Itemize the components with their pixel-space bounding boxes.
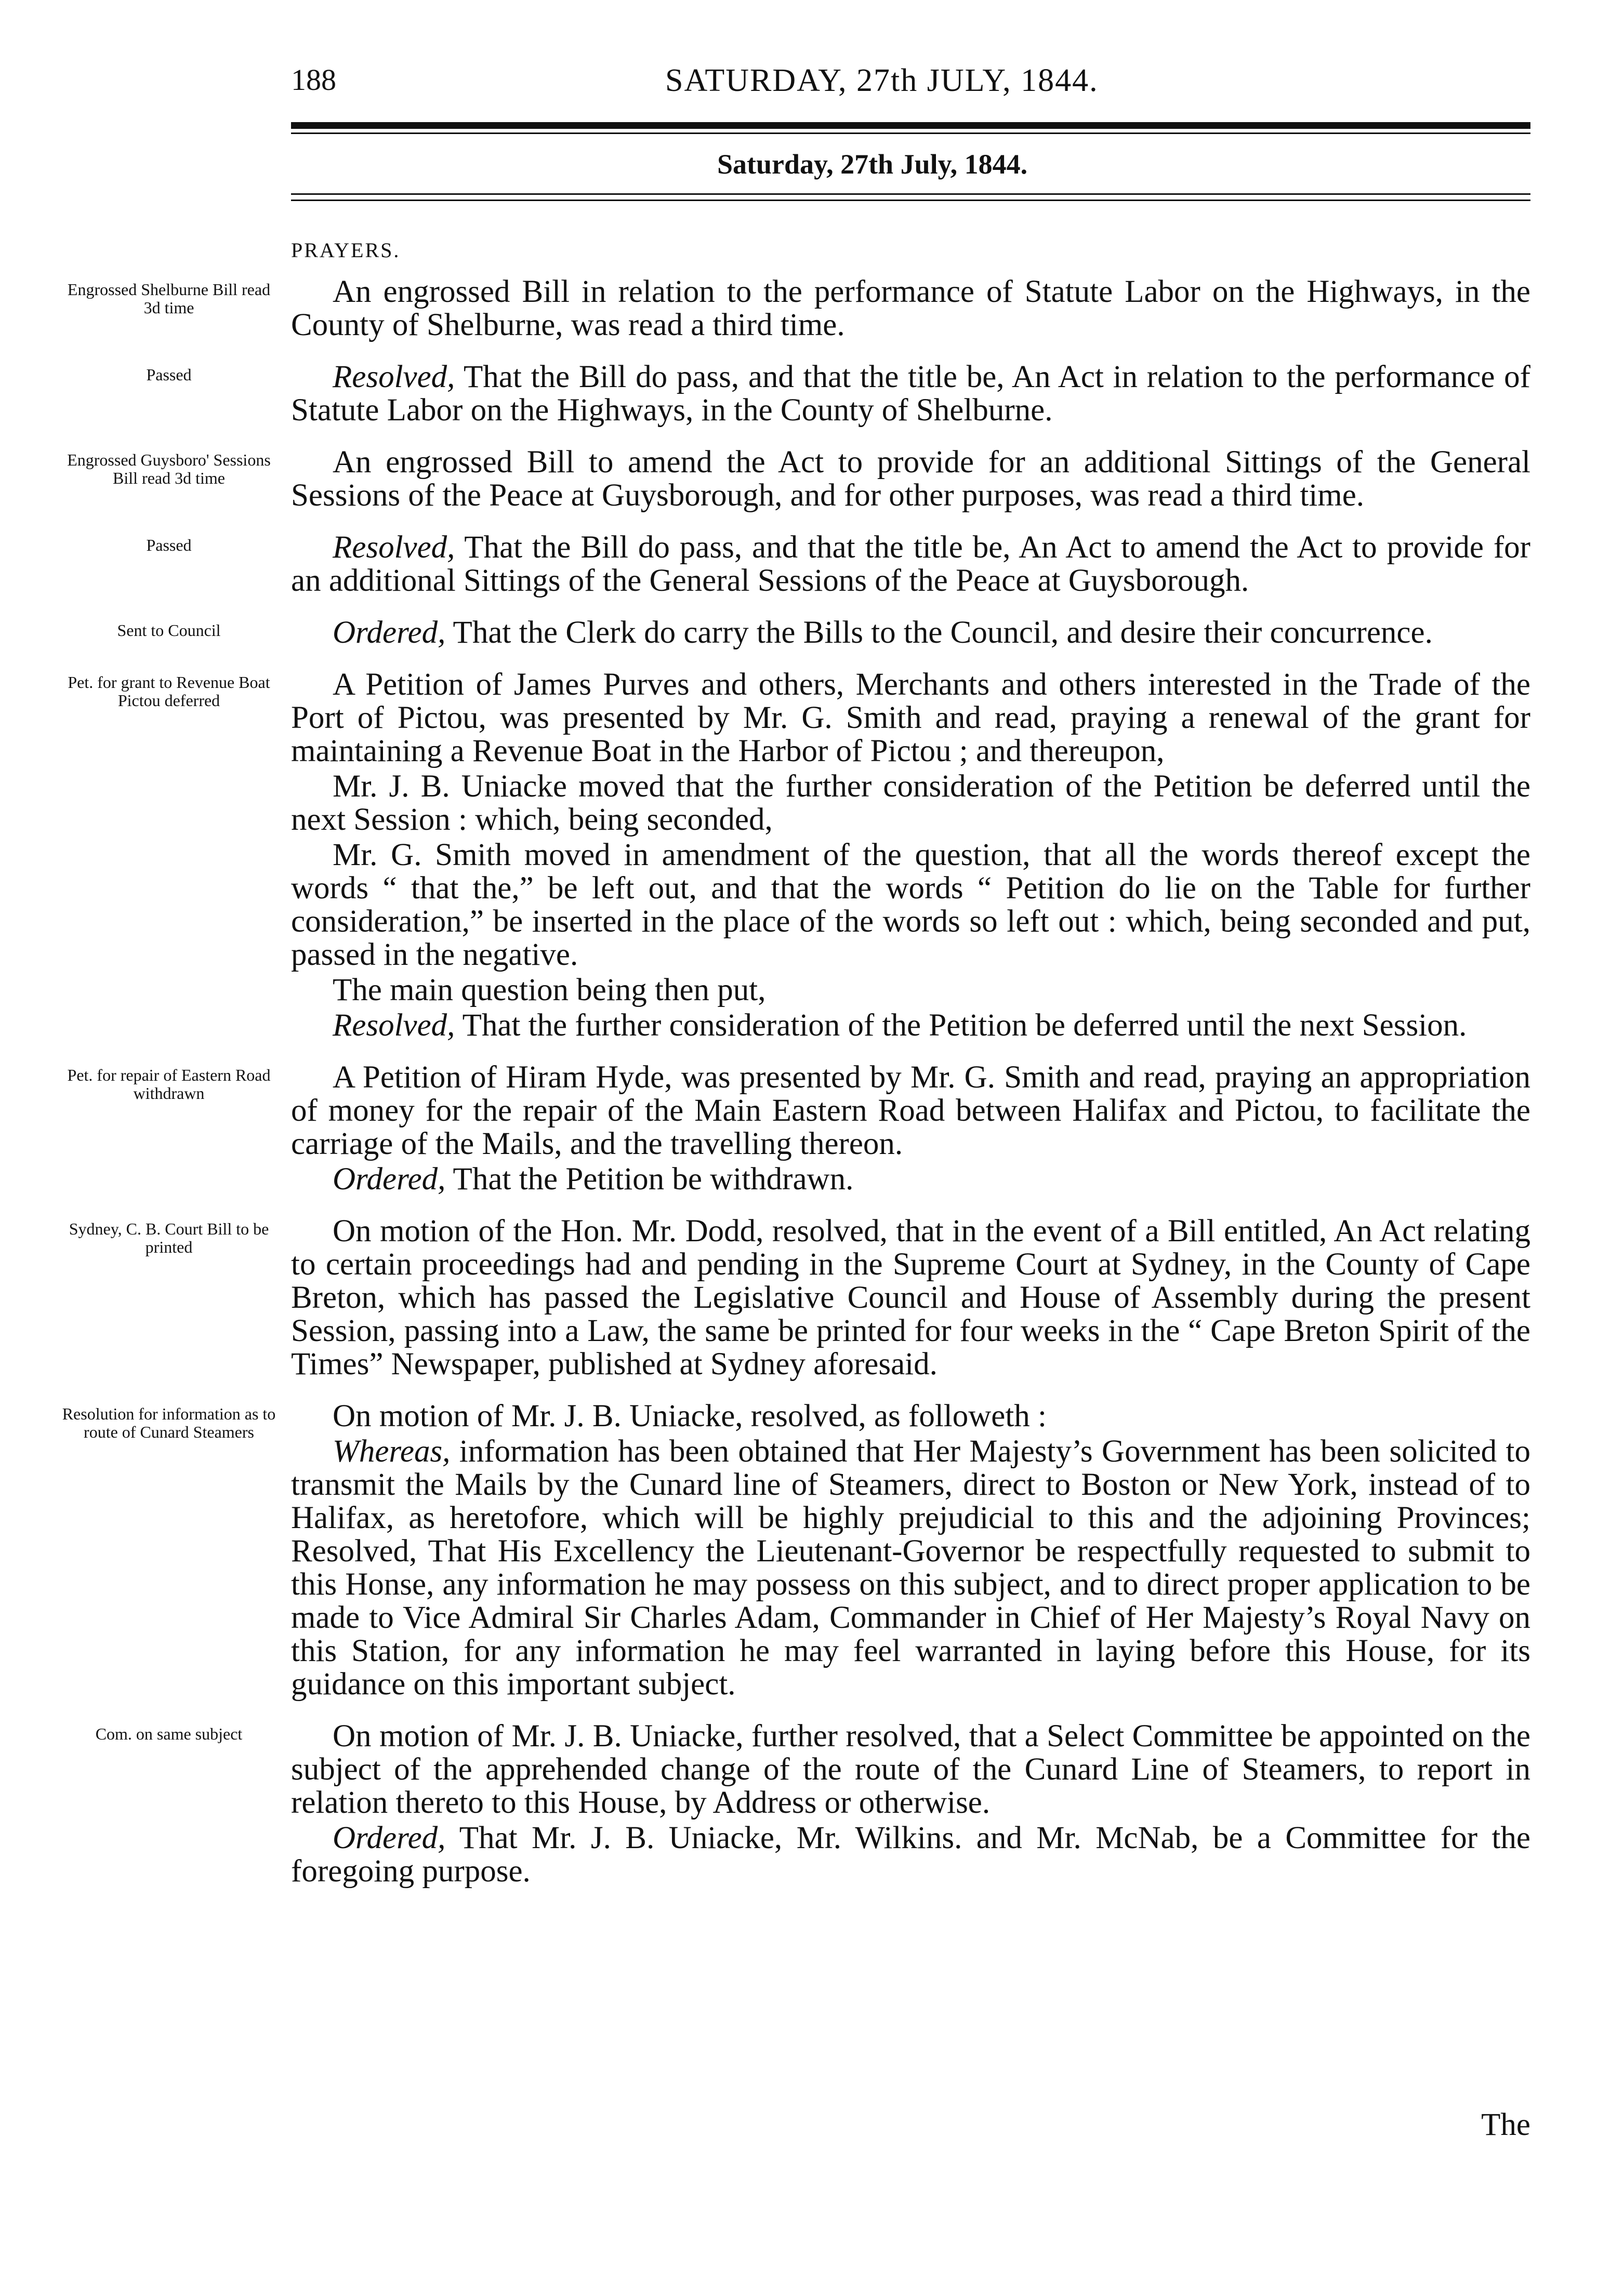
entry-paragraph (291, 770, 1530, 837)
paragraph-text: That the Bill do pass, and that the title be, An Act to amend the Act to provide for an additional Sittings of the General Sessions of the Peace at Guysborough. (291, 530, 1530, 598)
italic-lead: Ordered, (333, 1162, 446, 1197)
italic-lead: Ordered, (333, 615, 446, 650)
entry-paragraph (291, 1400, 1530, 1433)
entry-paragraph (291, 275, 1530, 342)
entry-paragraph (291, 1720, 1530, 1820)
entry-paragraph (291, 1215, 1530, 1381)
entry-paragraph (291, 1163, 1530, 1196)
entry-paragraph (291, 839, 1530, 972)
prayers-label: PRAYERS. (291, 238, 401, 262)
double-rule-top (291, 193, 1530, 195)
paragraph-text: A Petition of Hiram Hyde, was presented by Mr. G. Smith and read, praying an appropriation of money for the repair of the Main Eastern Road between Halifax and Pictou, to facilitate the carriage of the Mails, and the travelling thereon. (291, 1060, 1530, 1161)
paragraph-text: Mr. J. B. Uniacke moved that the further consideration of the Petition be deferred until the next Session : which, being seconded, (291, 769, 1530, 837)
paragraph-text: On motion of Mr. J. B. Uniacke, further resolved, that a Select Committee be appointed on the subject of the apprehended change of the route of the Cunard Line of Steamers, to report in relation thereto to this House, by Address or otherwise. (291, 1719, 1530, 1820)
journal-entry (146, 530, 1530, 598)
journal-entry (67, 1060, 1530, 1197)
paragraph-text: An engrossed Bill to amend the Act to provide for an additional Sittings of the General Sessions of the Peace at Guysborough, and for other purposes, was read a third time. (291, 445, 1530, 513)
running-title: SATURDAY, 27th JULY, 1844. (665, 63, 1099, 98)
entry-paragraph (291, 1435, 1530, 1701)
margin-note: Engrossed Guysboro' Sessions Bill read 3d time (67, 450, 271, 487)
page-number: 188 (291, 63, 336, 97)
entry-paragraph (291, 616, 1530, 649)
paragraph-text: On motion of the Hon. Mr. Dodd, resolved, that in the event of a Bill entitled, An Act relating to certain proceedings had and pending in the Supreme Court at Sydney, in the County of Cape Breton, which has passed the Legislative Council and House of Assembly during the present Session, passing into a Law, the same be printed for four weeks in the “ Cape Breton Spirit of the Times” Newspaper, published at Sydney aforesaid. (291, 1214, 1530, 1382)
page-header (291, 62, 1530, 120)
margin-note: Com. on same subject (95, 1724, 243, 1743)
journal-entry (67, 274, 1530, 342)
italic-lead: Resolved, (333, 530, 455, 565)
entry-paragraph (291, 361, 1530, 427)
italic-lead: Whereas, (333, 1434, 451, 1469)
margin-note: Sydney, C. B. Court Bill to be printed (69, 1219, 269, 1256)
italic-lead: Ordered, (333, 1821, 446, 1855)
margin-note: Engrossed Shelburne Bill read 3d time (67, 280, 271, 317)
paragraph-text: Mr. G. Smith moved in amendment of the question, that all the words thereof except the words “ that the,” be left out, and that the words “ Petition do lie on the Table for further consideration,” be inserted in the place of the words so left out : which, being seconded and put, passed in the negative. (291, 838, 1530, 972)
journal-entry (62, 1399, 1530, 1702)
margin-note: Passed (146, 365, 192, 384)
margin-note: Resolution for information as to route of Cunard Steamers (62, 1404, 276, 1441)
paragraph-text: A Petition of James Purves and others, Merchants and others interested in the Trade of the Port of Pictou, was presented by Mr. G. Smith and read, praying a renewal of the grant for maintaining a Revenue Boat in the Harbor of Pictou ; and thereupon, (291, 667, 1530, 768)
paragraph-text: That the Bill do pass, and that the title be, An Act in relation to the performance of Statute Labor on the Highways, in the County of Shelburne. (291, 360, 1530, 428)
margin-note: Pet. for grant to Revenue Boat Pictou deferred (68, 673, 270, 710)
italic-lead: Resolved, (333, 1008, 455, 1043)
entry-paragraph (291, 668, 1530, 768)
journal-entry (69, 1214, 1530, 1382)
paragraph-text: information has been obtained that Her Majesty’s Government has been solicited to transmit the Mails by the Cunard line of Steamers, direct to Boston or New York, instead of to Halifax, as heretofore, which will be highly prejudicial to this and the adjoining Provinces; Resolved, That His Excellency the Lieutenant-Governor be respectfully requested to submit to this Honse, any information he may possess on this subject, and to direct proper application to be made to Vice Admiral Sir Charles Adam, Commander in Chief of Her Majesty’s Royal Navy on this Station, for any information he may feel warranted in laying before this House, for its guidance on this important subject. (291, 1434, 1530, 1702)
paragraph-text: The main question being then put, (333, 973, 766, 1007)
entry-paragraph (291, 974, 1530, 1007)
paragraph-text: On motion of Mr. J. B. Uniacke, resolved, as followeth : (333, 1399, 1047, 1434)
journal-entry (95, 1719, 1530, 1889)
header-rule-thick (291, 122, 1530, 129)
entry-paragraph (291, 446, 1530, 512)
entry-paragraph (291, 1061, 1530, 1161)
paragraph-text: That the Clerk do carry the Bills to the Council, and desire their concurrence. (445, 615, 1433, 650)
margin-note: Passed (146, 536, 192, 554)
header-rule-thin (291, 132, 1530, 134)
paragraph-text: That the Petition be withdrawn. (445, 1162, 854, 1197)
journal-entry (146, 360, 1530, 428)
paragraph-text: That the further consideration of the Petition be deferred until the next Session. (455, 1008, 1467, 1043)
paragraph-text: That Mr. J. B. Uniacke, Mr. Wilkins. and Mr. McNab, be a Committee for the foregoing purpose. (291, 1821, 1530, 1889)
entry-paragraph (291, 531, 1530, 598)
entry-paragraph (291, 1009, 1530, 1042)
entry-paragraph (291, 1822, 1530, 1888)
margin-note: Sent to Council (117, 621, 221, 640)
journal-entry (67, 445, 1530, 513)
italic-lead: Resolved, (333, 360, 455, 394)
date-heading: Saturday, 27th July, 1844. (717, 149, 1028, 180)
journal-entry (68, 667, 1530, 1043)
double-rule-bottom (291, 200, 1530, 201)
catchword: The (1481, 2107, 1530, 2142)
journal-body (62, 274, 1530, 1907)
margin-note: Pet. for repair of Eastern Road withdrawn (67, 1066, 271, 1103)
journal-entry (117, 615, 1530, 650)
paragraph-text: An engrossed Bill in relation to the performance of Statute Labor on the Highways, in the County of Shelburne, was read a third time. (291, 274, 1530, 342)
